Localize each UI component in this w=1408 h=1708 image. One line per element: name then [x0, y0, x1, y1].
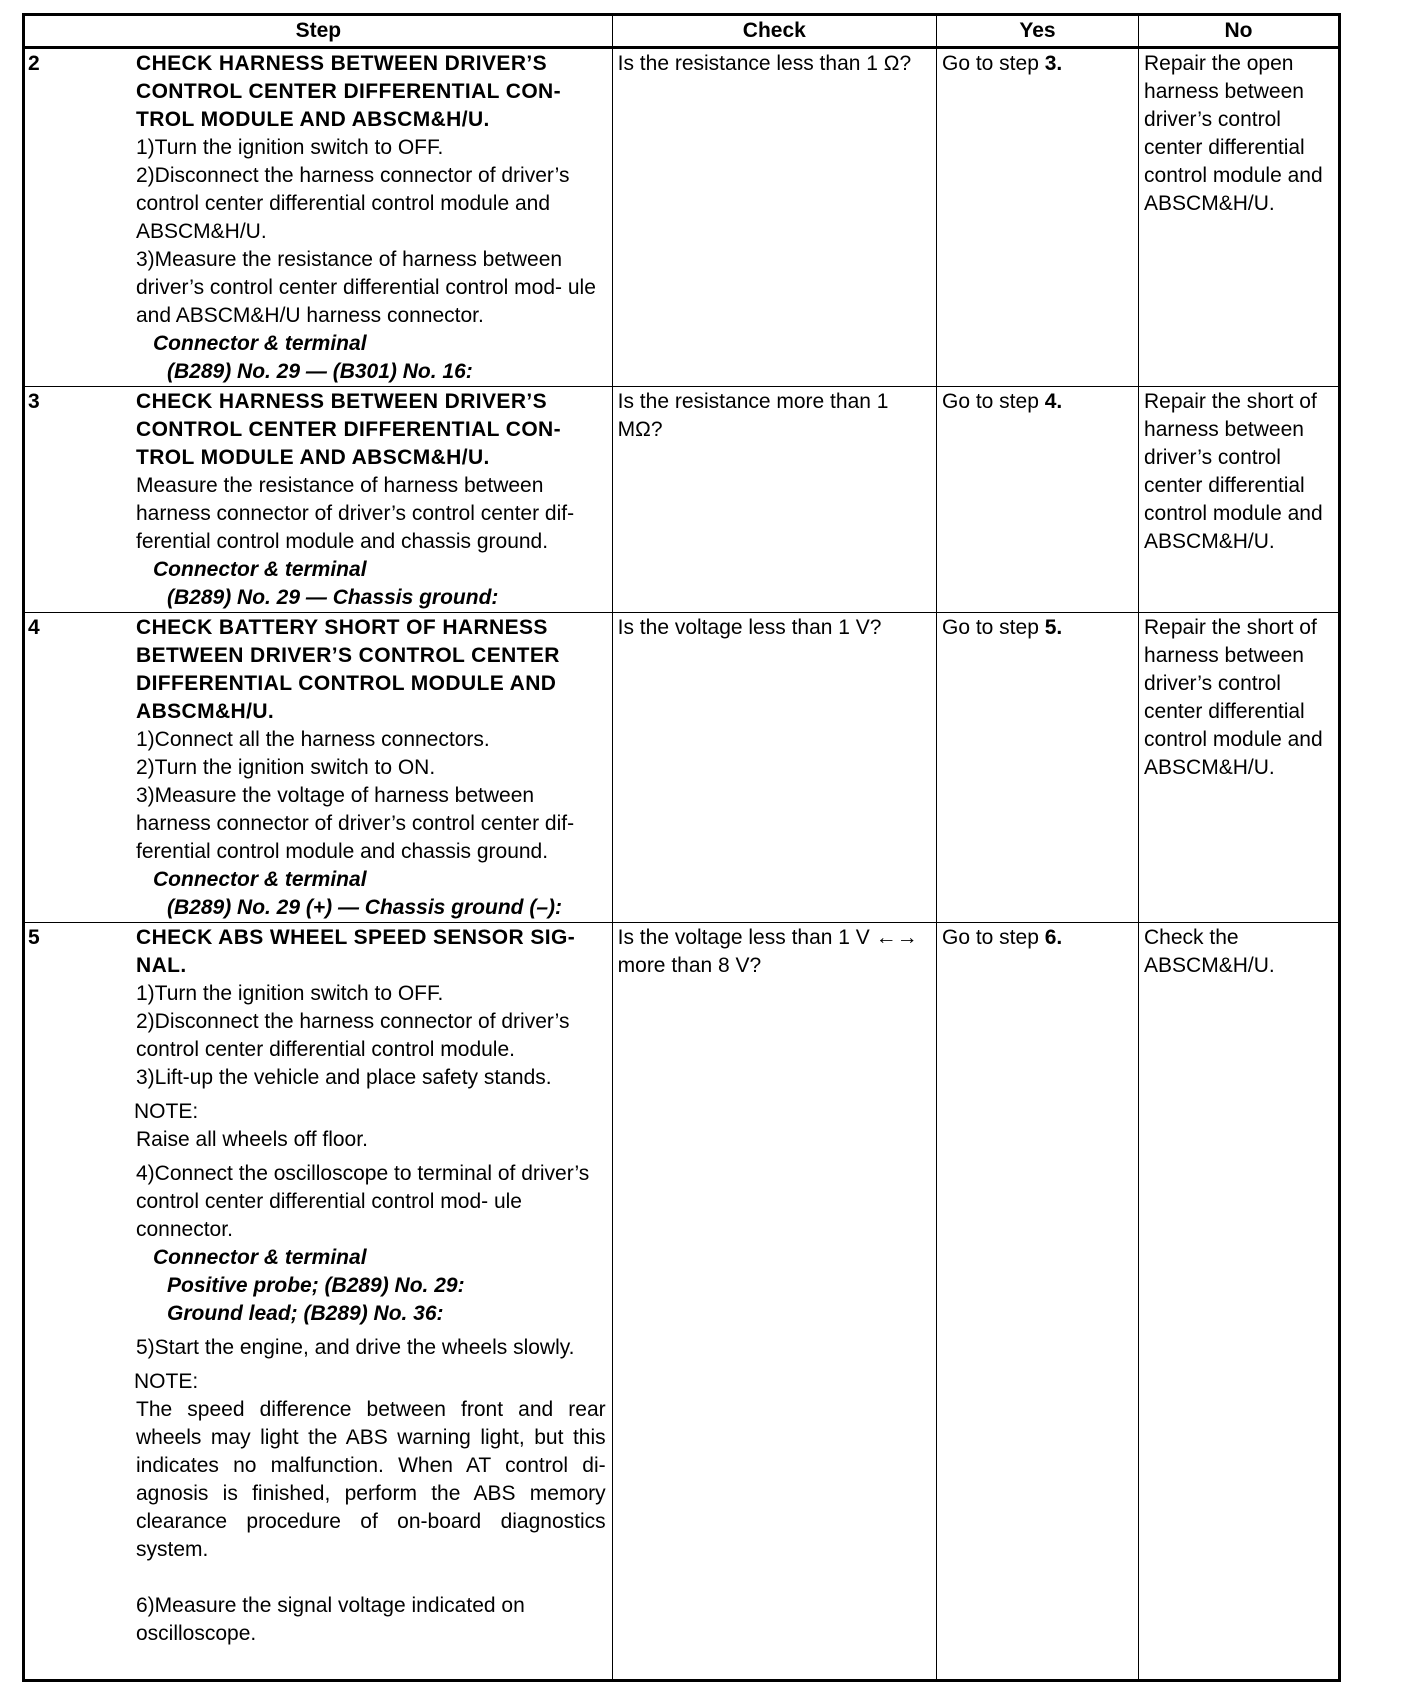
spacer — [136, 1564, 606, 1592]
note-text: Raise all wheels off floor. — [136, 1128, 368, 1151]
connector-terminal-spec: (B289) No. 29 — Chassis ground: — [167, 586, 499, 609]
yes-prefix: Go to step — [941, 52, 1045, 75]
connector-terminal-heading: Connector & terminal — [153, 558, 367, 581]
check-cell: Is the resistance more than 1 MΩ? — [612, 387, 936, 613]
instruction: 2)Turn the ignition switch to ON. — [136, 756, 436, 779]
step-cell — [24, 48, 613, 387]
table-row — [24, 923, 1340, 1681]
yes-cell — [936, 48, 1138, 387]
no-cell: Repair the short of harness between driver’s control center differential control module and ABSCM&H/U. — [1139, 387, 1340, 613]
table-row — [24, 613, 1340, 923]
step-number: 3 — [28, 390, 40, 413]
connector-terminal-spec: (B289) No. 29 — (B301) No. 16: — [167, 360, 473, 383]
instruction: 1)Turn the ignition switch to OFF. — [136, 982, 444, 1005]
note-text: The speed difference between front and rear wheels may light the ABS warning light, but this indicates no malfunction. When AT control di- agnosis is finished, perform the ABS memory clearance procedure of on-board diagnostics system. — [136, 1398, 606, 1561]
instruction: 3)Lift-up the vehicle and place safety stands. — [136, 1066, 552, 1089]
step-cell — [24, 613, 613, 923]
check-cell: Is the resistance less than 1 Ω? — [612, 48, 936, 387]
note-label: NOTE: — [134, 1100, 199, 1123]
instruction: 3)Measure the voltage of harness between harness connector of driver’s control center dif- ferential control module and chassis ground. — [136, 784, 575, 863]
instruction: 5)Start the engine, and drive the wheels slowly. — [136, 1336, 575, 1359]
yes-step-number: 4. — [1044, 390, 1063, 413]
yes-prefix: Go to step — [941, 390, 1045, 413]
check-cell: Is the voltage less than 1 V? — [612, 613, 936, 923]
connector-terminal-heading: Connector & terminal — [153, 868, 367, 891]
step-title: CHECK HARNESS BETWEEN DRIVER’S CONTROL CENTER DIFFERENTIAL CON- TROL MODULE AND ABSCM&H/U. — [136, 52, 562, 131]
no-cell: Repair the open harness between driver’s control center differential control module and ABSCM&H/U. — [1139, 48, 1340, 387]
header-row — [24, 15, 1340, 48]
yes-cell — [936, 613, 1138, 923]
connector-terminal-spec: Ground lead; (B289) No. 36: — [167, 1302, 444, 1325]
check-cell: Is the voltage less than 1 V ←→ more than 8 V? — [612, 923, 936, 1681]
step-cell — [24, 923, 613, 1681]
connector-terminal-heading: Connector & terminal — [153, 1246, 367, 1269]
step-number: 5 — [28, 926, 40, 949]
yes-cell — [936, 387, 1138, 613]
no-cell: Repair the short of harness between driver’s control center differential control module and ABSCM&H/U. — [1139, 613, 1340, 923]
yes-cell — [936, 923, 1138, 1681]
yes-prefix: Go to step — [941, 926, 1045, 949]
table-row — [24, 387, 1340, 613]
header-step: Step — [24, 15, 613, 48]
diagnostic-table — [22, 13, 1341, 1682]
step-title: CHECK BATTERY SHORT OF HARNESS BETWEEN DRIVER’S CONTROL CENTER DIFFERENTIAL CONTROL MODULE AND ABSCM&H/U. — [136, 616, 560, 723]
yes-prefix: Go to step — [941, 616, 1045, 639]
step-number: 2 — [28, 52, 40, 75]
no-cell: Check the ABSCM&H/U. — [1139, 923, 1340, 1681]
step-cell — [24, 387, 613, 613]
yes-step-number: 3. — [1044, 52, 1063, 75]
instruction: Measure the resistance of harness between harness connector of driver’s control center dif- ferential control module and chassis ground. — [136, 474, 575, 553]
instruction: 2)Disconnect the harness connector of driver’s control center differential control module. — [136, 1010, 570, 1061]
table-row — [24, 48, 1340, 387]
connector-terminal-heading: Connector & terminal — [153, 332, 367, 355]
yes-step-number: 5. — [1044, 616, 1063, 639]
header-yes: Yes — [936, 15, 1138, 48]
header-check: Check — [612, 15, 936, 48]
note-label: NOTE: — [134, 1370, 199, 1393]
step-title: CHECK ABS WHEEL SPEED SENSOR SIG- NAL. — [136, 926, 576, 977]
instruction: 6)Measure the signal voltage indicated on oscilloscope. — [136, 1594, 525, 1645]
instruction: 3)Measure the resistance of harness between driver’s control center differential control mod- ule and ABSCM&H/U harness connector. — [136, 248, 596, 327]
connector-terminal-spec: (B289) No. 29 (+) — Chassis ground (–): — [167, 896, 562, 919]
instruction: 2)Disconnect the harness connector of driver’s control center differential control module and ABSCM&H/U. — [136, 164, 570, 243]
step-title: CHECK HARNESS BETWEEN DRIVER’S CONTROL CENTER DIFFERENTIAL CON- TROL MODULE AND ABSCM&H/U. — [136, 390, 562, 469]
yes-step-number: 6. — [1044, 926, 1063, 949]
connector-terminal-spec: Positive probe; (B289) No. 29: — [167, 1274, 465, 1297]
step-number: 4 — [28, 616, 40, 639]
instruction: 1)Connect all the harness connectors. — [136, 728, 490, 751]
header-no: No — [1139, 15, 1340, 48]
instruction: 4)Connect the oscilloscope to terminal of driver’s control center differential control mod- ule connector. — [136, 1162, 590, 1241]
instruction: 1)Turn the ignition switch to OFF. — [136, 136, 444, 159]
